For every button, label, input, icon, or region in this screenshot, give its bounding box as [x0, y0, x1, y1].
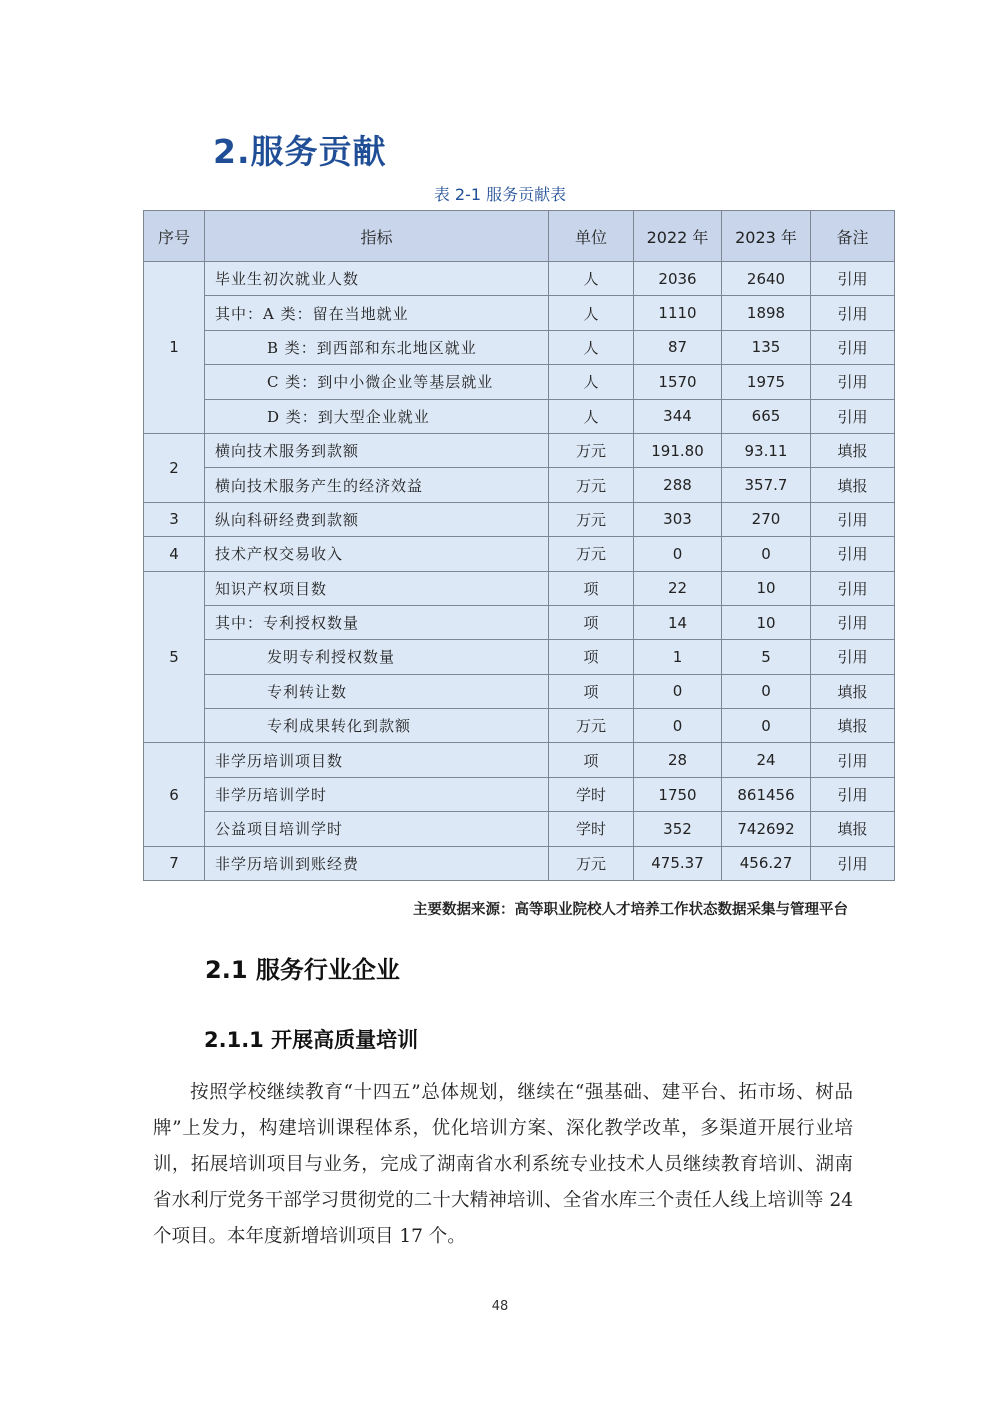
- cell-2022: 1110: [634, 296, 722, 330]
- cell-unit: 万元: [549, 537, 634, 571]
- cell-indicator: 毕业生初次就业人数: [205, 262, 549, 296]
- cell-unit: 万元: [549, 433, 634, 467]
- cell-unit: 人: [549, 365, 634, 399]
- section-heading: 2.1 服务行业企业: [205, 956, 400, 984]
- cell-2023: 1975: [722, 365, 811, 399]
- cell-note: 引用: [811, 296, 895, 330]
- cell-note: 引用: [811, 571, 895, 605]
- cell-indicator: 公益项目培训学时: [205, 812, 549, 846]
- cell-2022: 288: [634, 468, 722, 502]
- cell-unit: 项: [549, 743, 634, 777]
- table-row: [144, 674, 895, 708]
- cell-2023: 1898: [722, 296, 811, 330]
- cell-note: 引用: [811, 846, 895, 880]
- cell-2022: 22: [634, 571, 722, 605]
- page-heading: 2.服务贡献: [213, 132, 387, 171]
- cell-2023: 93.11: [722, 433, 811, 467]
- cell-no: 1: [144, 262, 205, 434]
- cell-2022: 14: [634, 605, 722, 639]
- cell-no: 2: [144, 433, 205, 502]
- cell-2023: 10: [722, 571, 811, 605]
- cell-indicator: 纵向科研经费到款额: [205, 502, 549, 536]
- cell-no: 7: [144, 846, 205, 880]
- cell-2022: 475.37: [634, 846, 722, 880]
- table-body: [144, 262, 895, 881]
- cell-indicator: 横向技术服务产生的经济效益: [205, 468, 549, 502]
- cell-note: 引用: [811, 743, 895, 777]
- table-row: [144, 262, 895, 296]
- cell-2022: 303: [634, 502, 722, 536]
- service-contribution-table: [143, 210, 895, 881]
- cell-note: 填报: [811, 674, 895, 708]
- cell-indicator: 其中：A 类：留在当地就业: [205, 296, 549, 330]
- cell-indicator: C 类：到中小微企业等基层就业: [205, 365, 549, 399]
- table-row: [144, 399, 895, 433]
- cell-2023: 665: [722, 399, 811, 433]
- cell-indicator: D 类：到大型企业就业: [205, 399, 549, 433]
- table-row: [144, 743, 895, 777]
- cell-unit: 项: [549, 640, 634, 674]
- cell-note: 填报: [811, 433, 895, 467]
- table-row: [144, 296, 895, 330]
- table-row: [144, 571, 895, 605]
- page-number: 48: [491, 1299, 509, 1314]
- header-2023: 2023 年: [722, 211, 811, 262]
- cell-2023: 742692: [722, 812, 811, 846]
- cell-unit: 人: [549, 296, 634, 330]
- cell-unit: 项: [549, 571, 634, 605]
- cell-unit: 项: [549, 674, 634, 708]
- cell-indicator: 专利成果转化到款额: [205, 709, 549, 743]
- cell-no: 3: [144, 502, 205, 536]
- table-row: [144, 502, 895, 536]
- cell-2022: 191.80: [634, 433, 722, 467]
- header-unit: 单位: [549, 211, 634, 262]
- table-row: [144, 365, 895, 399]
- cell-indicator: 技术产权交易收入: [205, 537, 549, 571]
- cell-2023: 861456: [722, 777, 811, 811]
- header-no: 序号: [144, 211, 205, 262]
- cell-no: 4: [144, 537, 205, 571]
- cell-unit: 万元: [549, 709, 634, 743]
- table-caption: 表 2-1 服务贡献表: [433, 185, 567, 204]
- cell-note: 引用: [811, 262, 895, 296]
- cell-unit: 学时: [549, 812, 634, 846]
- cell-no: 6: [144, 743, 205, 846]
- cell-2023: 0: [722, 674, 811, 708]
- cell-indicator: 横向技术服务到款额: [205, 433, 549, 467]
- cell-2022: 87: [634, 330, 722, 364]
- cell-note: 引用: [811, 502, 895, 536]
- cell-unit: 万元: [549, 502, 634, 536]
- cell-unit: 人: [549, 330, 634, 364]
- cell-unit: 万元: [549, 846, 634, 880]
- cell-unit: 万元: [549, 468, 634, 502]
- table-row: [144, 330, 895, 364]
- cell-indicator: 知识产权项目数: [205, 571, 549, 605]
- table-row: [144, 537, 895, 571]
- table-row: [144, 846, 895, 880]
- cell-note: 填报: [811, 468, 895, 502]
- cell-2023: 24: [722, 743, 811, 777]
- cell-note: 引用: [811, 605, 895, 639]
- cell-2022: 1: [634, 640, 722, 674]
- cell-2023: 2640: [722, 262, 811, 296]
- header-2022: 2022 年: [634, 211, 722, 262]
- body-paragraph: 按照学校继续教育“十四五”总体规划，继续在“强基础、建平台、拓市场、树品牌”上发力，构建培训课程体系，优化培训方案、深化教学改革，多渠道开展行业培训，拓展培训项目与业务，完成了湖南省水利系统专业技术人员继续教育培训、湖南省水利厅党务干部学习贯彻党的二十大精神培训、全省水库三个责任人线上培训等 24 个项目。本年度新增培训项目 17 个。: [153, 1082, 853, 1247]
- cell-unit: 人: [549, 262, 634, 296]
- cell-2022: 28: [634, 743, 722, 777]
- cell-2022: 0: [634, 537, 722, 571]
- cell-2023: 0: [722, 709, 811, 743]
- cell-no: 5: [144, 571, 205, 743]
- table-row: [144, 812, 895, 846]
- cell-unit: 人: [549, 399, 634, 433]
- table-row: [144, 605, 895, 639]
- table-row: [144, 640, 895, 674]
- cell-2023: 0: [722, 537, 811, 571]
- header-note: 备注: [811, 211, 895, 262]
- cell-2022: 0: [634, 709, 722, 743]
- cell-indicator: 非学历培训学时: [205, 777, 549, 811]
- header-indicator: 指标: [205, 211, 549, 262]
- cell-2023: 5: [722, 640, 811, 674]
- table-row: [144, 709, 895, 743]
- cell-2023: 10: [722, 605, 811, 639]
- cell-note: 引用: [811, 640, 895, 674]
- cell-2022: 352: [634, 812, 722, 846]
- cell-indicator: 专利转让数: [205, 674, 549, 708]
- data-source-note: 主要数据来源：高等职业院校人才培养工作状态数据采集与管理平台: [413, 901, 848, 918]
- cell-2022: 2036: [634, 262, 722, 296]
- cell-unit: 学时: [549, 777, 634, 811]
- cell-note: 引用: [811, 537, 895, 571]
- cell-note: 引用: [811, 365, 895, 399]
- cell-2023: 270: [722, 502, 811, 536]
- cell-indicator: 非学历培训项目数: [205, 743, 549, 777]
- cell-2023: 456.27: [722, 846, 811, 880]
- cell-indicator: B 类：到西部和东北地区就业: [205, 330, 549, 364]
- table-row: [144, 777, 895, 811]
- cell-2023: 357.7: [722, 468, 811, 502]
- table-row: [144, 468, 895, 502]
- cell-2023: 135: [722, 330, 811, 364]
- table-row: [144, 433, 895, 467]
- cell-note: 引用: [811, 777, 895, 811]
- cell-note: 填报: [811, 709, 895, 743]
- cell-note: 填报: [811, 812, 895, 846]
- cell-2022: 344: [634, 399, 722, 433]
- cell-unit: 项: [549, 605, 634, 639]
- cell-2022: 1750: [634, 777, 722, 811]
- cell-2022: 1570: [634, 365, 722, 399]
- table-header-row: [144, 211, 895, 262]
- cell-indicator: 其中：专利授权数量: [205, 605, 549, 639]
- subsection-heading: 2.1.1 开展高质量培训: [204, 1028, 419, 1052]
- cell-indicator: 非学历培训到账经费: [205, 846, 549, 880]
- cell-indicator: 发明专利授权数量: [205, 640, 549, 674]
- cell-note: 引用: [811, 399, 895, 433]
- cell-note: 引用: [811, 330, 895, 364]
- cell-2022: 0: [634, 674, 722, 708]
